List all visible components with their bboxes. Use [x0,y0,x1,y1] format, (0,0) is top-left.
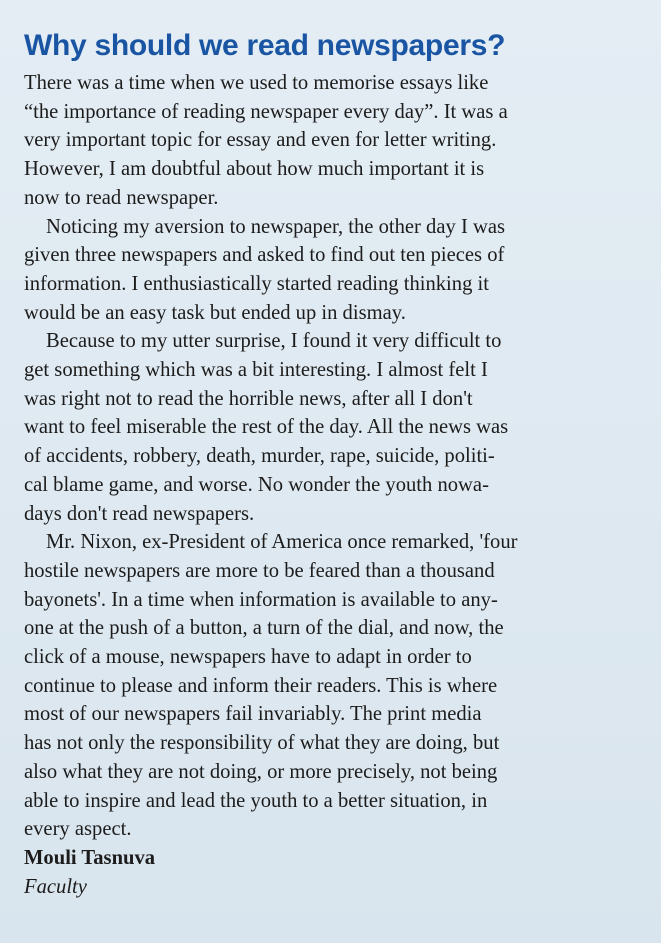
text-line: has not only the responsibility of what they are doing, but [24,732,500,755]
text-line: every aspect. [24,818,132,841]
text-line: want to feel miserable the rest of the day. All the news was [24,416,509,439]
text-line: Mr. Nixon, ex-President of America once remarked, 'four [46,531,518,554]
text-line: Noticing my aversion to newspaper, the other day I was [46,215,505,238]
text-line: of accidents, robbery, death, murder, rape, suicide, politi- [24,445,495,468]
author-name: Mouli Tasnuva [24,846,156,869]
text-line: get something which was a bit interesting. I almost felt I [24,359,488,382]
article-body [24,69,641,844]
text-line: click of a mouse, newspapers have to adapt in order to [24,646,472,669]
author-role: Faculty [24,875,87,898]
text-line: cal blame game, and worse. No wonder the youth nowa- [24,473,489,496]
text-line: continue to please and inform their readers. This is where [24,674,498,697]
author-block [24,844,641,901]
article-title: Why should we read newspapers? [24,29,506,62]
paragraph-1 [24,69,641,213]
text-line: now to read newspaper. [24,186,219,209]
paragraph-2 [24,213,641,328]
text-line: There was a time when we used to memorise essays like [24,72,489,94]
text-line: was right not to read the horrible news, after all I don't [24,387,473,410]
paragraph-4 [24,528,641,844]
text-line: most of our newspapers fail invariably. The print media [24,703,482,726]
text-line: bayonets'. In a time when information is available to any- [24,588,498,611]
text-line: also what they are not doing, or more precisely, not being [24,760,498,783]
text-line: “the importance of reading newspaper every day”. It was a [24,100,508,123]
text-line: hostile newspapers are more to be feared than a thousand [24,559,495,582]
text-line: would be an easy task but ended up in dismay. [24,301,406,324]
text-line: days don't read newspapers. [24,502,255,525]
text-line: Because to my utter surprise, I found it very difficult to [46,330,502,353]
text-line: one at the push of a button, a turn of the dial, and now, the [24,617,504,640]
text-line: very important topic for essay and even for letter writing. [24,129,497,152]
text-line: However, I am doubtful about how much important it is [24,158,485,181]
paragraph-3 [24,327,641,528]
text-line: able to inspire and lead the youth to a better situation, in [24,789,488,812]
text-line: given three newspapers and asked to find out ten pieces of [24,244,505,267]
text-line: information. I enthusiastically started reading thinking it [24,272,489,295]
